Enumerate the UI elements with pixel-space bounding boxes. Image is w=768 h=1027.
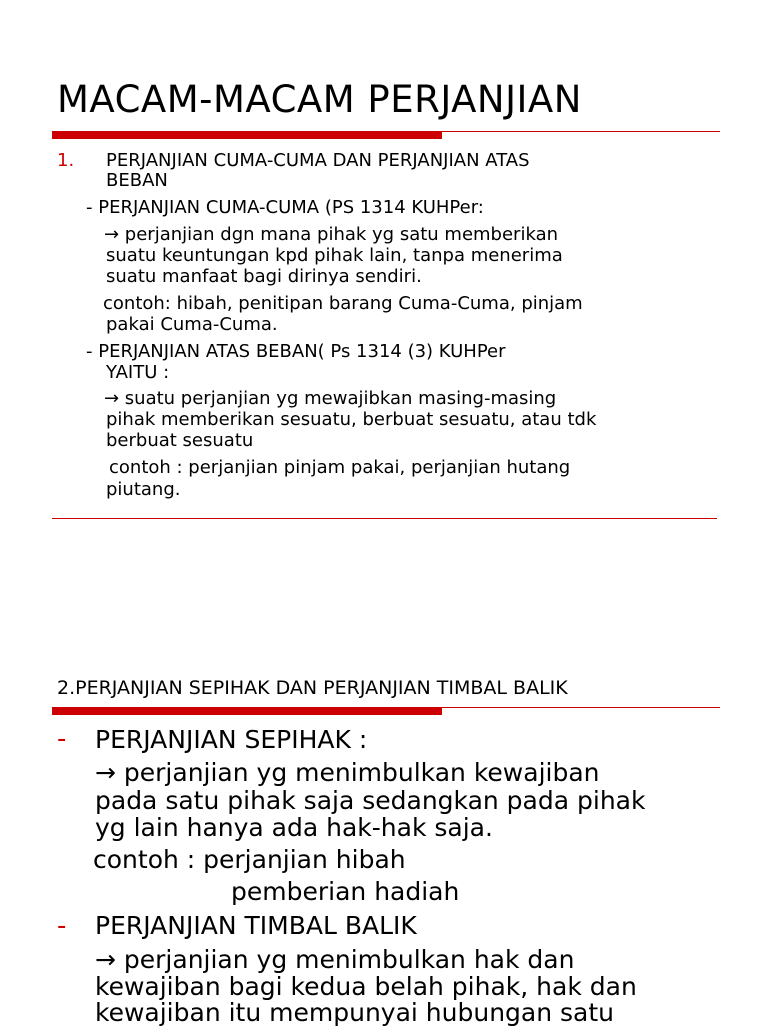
atas-beban-example-line: piutang. <box>106 479 181 500</box>
atas-beban-heading-line: YAITU : <box>106 362 170 383</box>
timbal-balik-definition-line: → perjanjian yg menimbulkan hak dan <box>95 945 575 974</box>
section-two-title: 2.PERJANJIAN SEPIHAK DAN PERJANJIAN TIMBAL BALIK <box>57 677 568 699</box>
item-number: 1. <box>57 150 75 171</box>
atas-beban-definition-line: pihak memberikan sesuatu, berbuat sesuatu, atau tdk <box>106 409 597 430</box>
section-two-underline-thick <box>52 707 442 715</box>
bullet-dash: - <box>57 724 67 754</box>
sepihak-heading: PERJANJIAN SEPIHAK : <box>95 725 368 754</box>
timbal-balik-heading: PERJANJIAN TIMBAL BALIK <box>95 911 417 940</box>
sepihak-example-line: pemberian hadiah <box>231 877 460 906</box>
bullet-dash: - <box>57 911 67 941</box>
slide-divider <box>52 518 717 519</box>
cuma-cuma-example-line: pakai Cuma-Cuma. <box>106 314 278 335</box>
atas-beban-definition-line: berbuat sesuatu <box>106 430 254 451</box>
cuma-cuma-example-line: contoh: hibah, penitipan barang Cuma-Cuma, pinjam <box>103 293 583 314</box>
timbal-balik-definition-line: kewajiban itu mempunyai hubungan satu <box>95 998 615 1027</box>
sepihak-definition-line: pada satu pihak saja sedangkan pada pihak <box>95 786 646 815</box>
slide-title: MACAM-MACAM PERJANJIAN <box>57 78 582 121</box>
item-heading-line: PERJANJIAN CUMA-CUMA DAN PERJANJIAN ATAS <box>106 150 530 171</box>
cuma-cuma-definition-line: suatu manfaat bagi dirinya sendiri. <box>106 266 422 287</box>
sepihak-definition-line: yg lain hanya ada hak-hak saja. <box>95 813 493 842</box>
atas-beban-example-line: contoh : perjanjian pinjam pakai, perjanjian hutang <box>109 457 571 478</box>
title-underline-thin <box>442 131 720 132</box>
atas-beban-definition-line: → suatu perjanjian yg mewajibkan masing-masing <box>104 388 557 409</box>
title-underline-thick <box>52 131 442 139</box>
atas-beban-heading-line: - PERJANJIAN ATAS BEBAN( Ps 1314 (3) KUHPer <box>86 341 506 362</box>
sepihak-example-line: contoh : perjanjian hibah <box>93 845 406 874</box>
cuma-cuma-definition-line: suatu keuntungan kpd pihak lain, tanpa menerima <box>106 245 563 266</box>
timbal-balik-definition-line: kewajiban bagi kedua belah pihak, hak dan <box>95 972 637 1001</box>
item-heading-line: BEBAN <box>106 170 168 191</box>
section-two-underline-thin <box>442 707 720 708</box>
sepihak-definition-line: → perjanjian yg menimbulkan kewajiban <box>95 758 600 787</box>
cuma-cuma-definition-line: → perjanjian dgn mana pihak yg satu memberikan <box>104 224 559 245</box>
cuma-cuma-heading: - PERJANJIAN CUMA-CUMA (PS 1314 KUHPer: <box>86 197 484 218</box>
